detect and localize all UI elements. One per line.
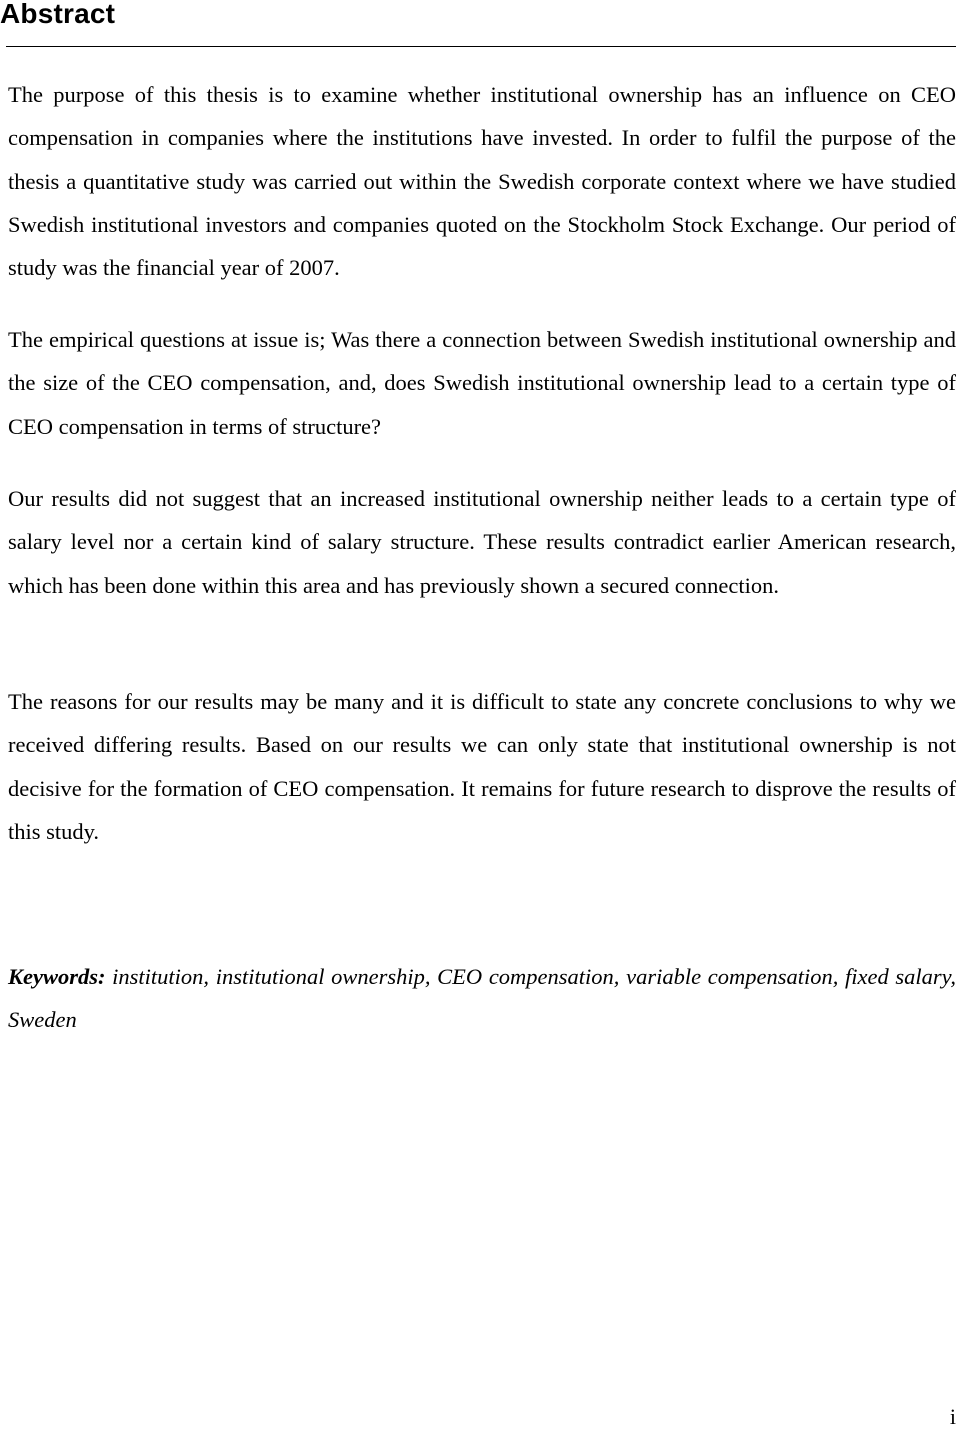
- abstract-heading: Abstract: [0, 0, 116, 29]
- keywords-label: Keywords:: [8, 964, 106, 989]
- abstract-paragraph-2: The empirical questions at issue is; Was there a connection between Swedish institutional ownership and the size of the CEO compensation, and, does Swedish institutional ownership lead to a certain type of CEO compensation in terms of structure?: [8, 327, 956, 439]
- keywords-list: institution, institutional ownership, CEO compensation, variable compensation, fixed salary, Sweden: [8, 964, 956, 1033]
- heading-divider: [6, 46, 956, 47]
- abstract-paragraph-4: The reasons for our results may be many and it is difficult to state any concrete conclusions to why we received differing results. Based on our results we can only state that institutional ownership is not decisive for the formation of CEO compensation. It remains for future research to disprove the results of this study.: [8, 689, 956, 844]
- keywords-line: [8, 955, 956, 1042]
- page-number: i: [949, 1404, 956, 1429]
- abstract-paragraph-1: The purpose of this thesis is to examine whether institutional ownership has an influence on CEO compensation in companies where the institutions have invested. In order to fulfil the purpose of the thesis a quantitative study was carried out within the Swedish corporate context where we have studied Swedish institutional investors and companies quoted on the Stockholm Stock Exchange. Our period of study was the financial year of 2007.: [8, 82, 956, 281]
- abstract-paragraph-3: Our results did not suggest that an increased institutional ownership neither leads to a certain type of salary level nor a certain kind of salary structure. These results contradict earlier American research, which has been done within this area and has previously shown a secured connection.: [8, 486, 956, 598]
